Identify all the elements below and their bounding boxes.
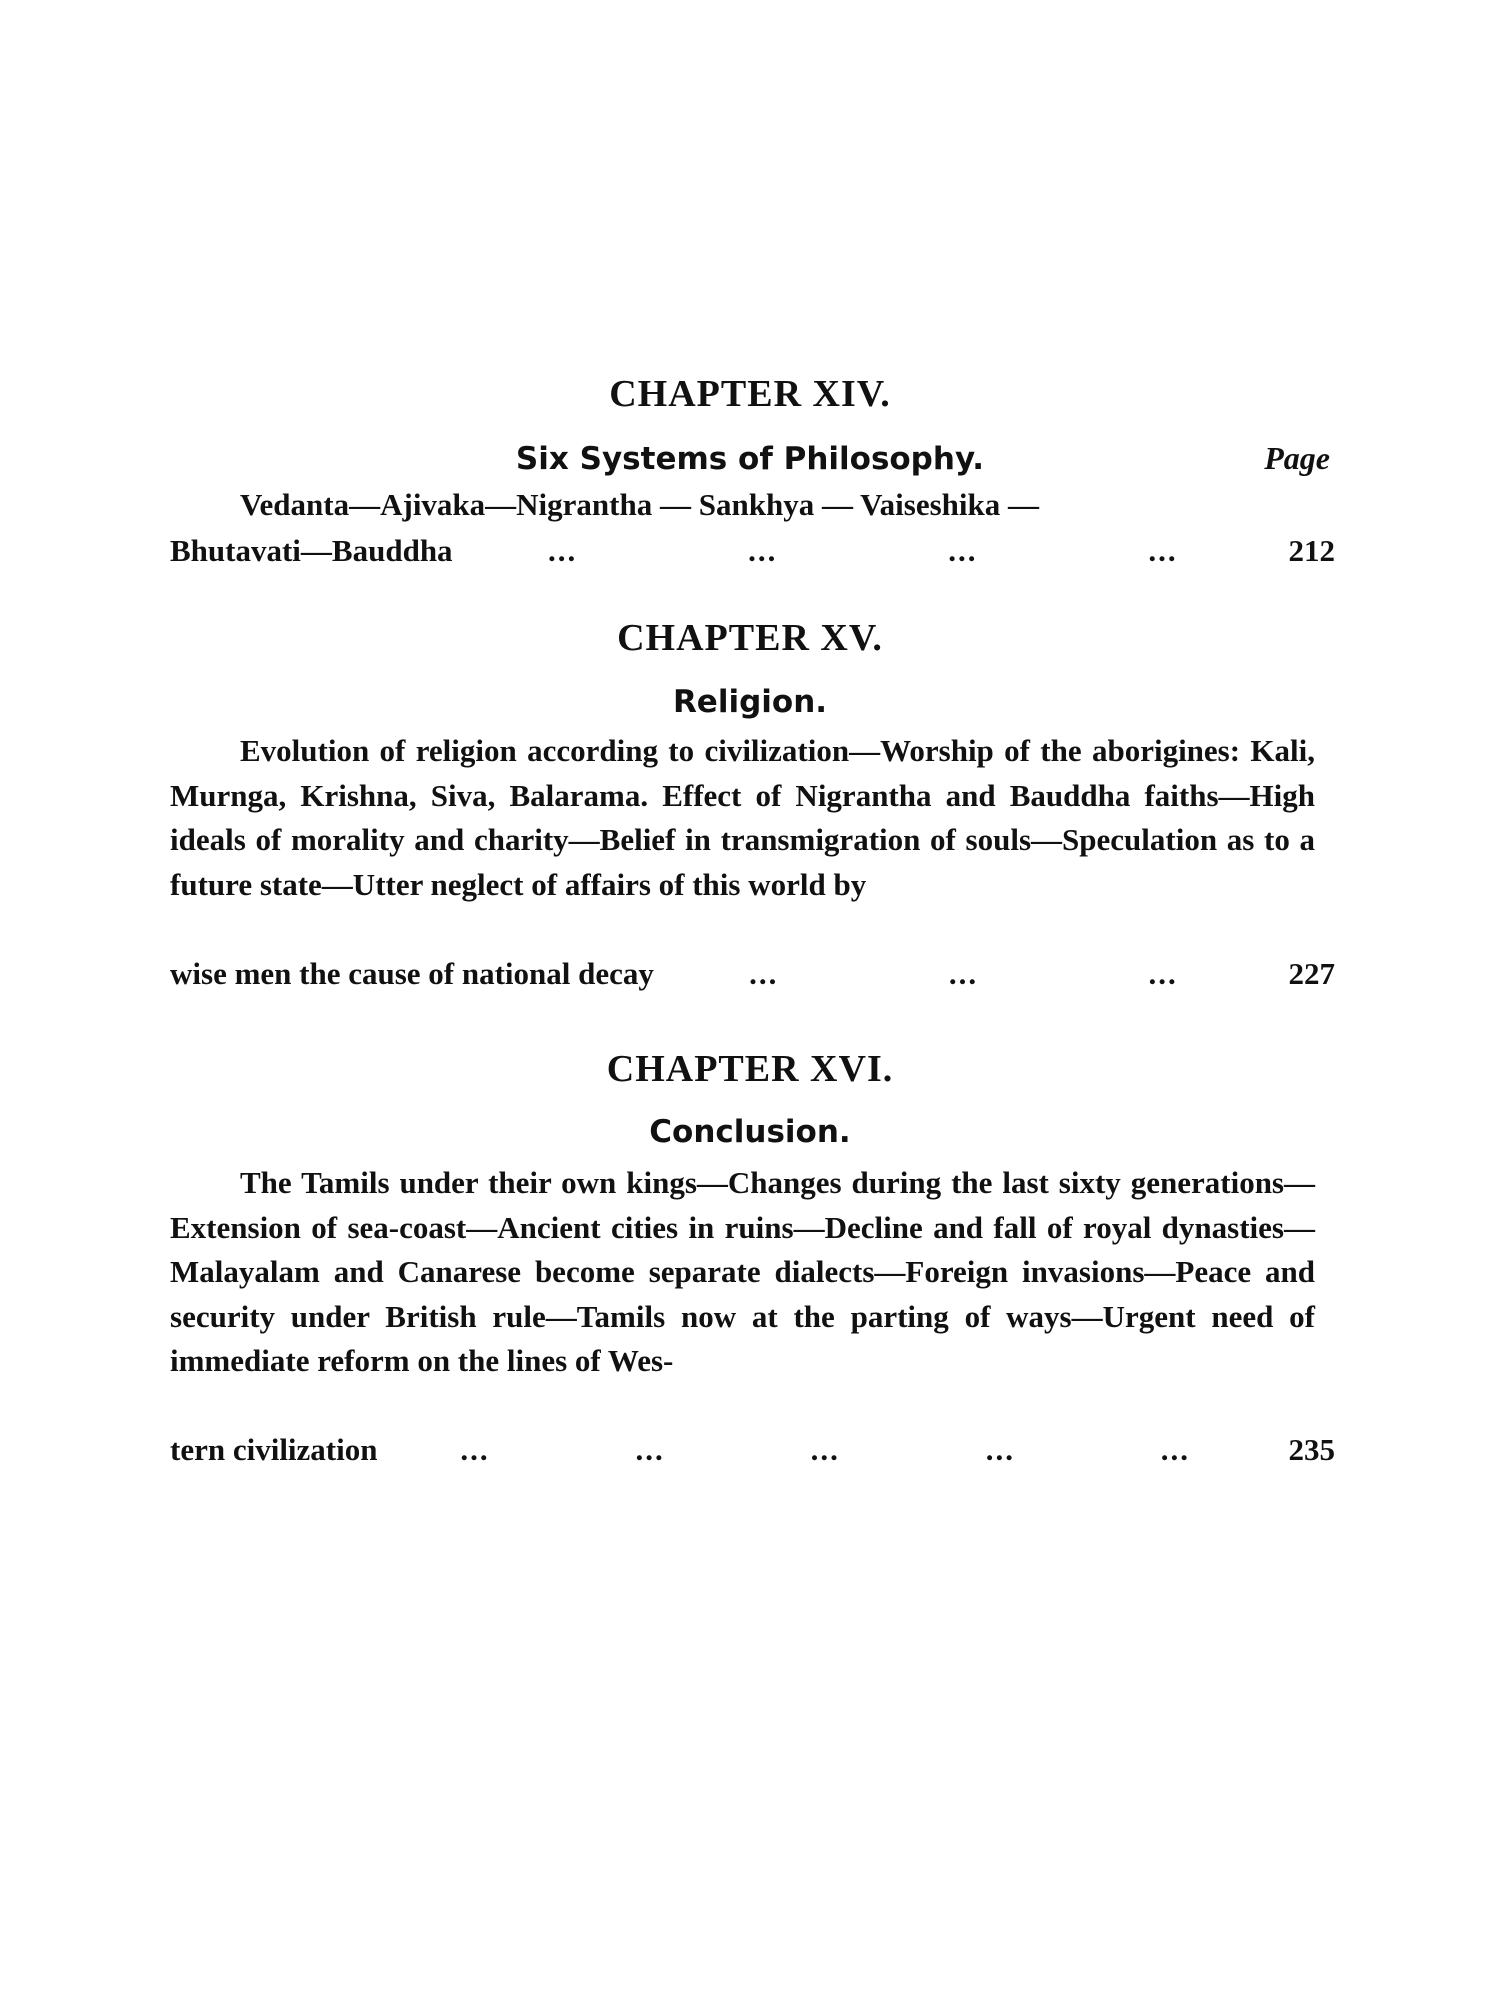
chapter-summary-tail: tern civilization — [170, 1432, 378, 1467]
chapter-summary: Vedanta—Ajivaka—Nigrantha — Sankhya — Vaiseshika — — [240, 487, 1040, 522]
leader-dot: ... — [1160, 1432, 1191, 1467]
leader-dot: ... — [635, 1432, 665, 1467]
chapter-heading: CHAPTER XVI. — [606, 1048, 894, 1090]
page-column-label: Page — [1264, 440, 1330, 476]
chapter-entry-line — [170, 952, 1335, 996]
chapter-summary-tail: wise men the cause of national decay — [170, 956, 654, 991]
leader-dots — [654, 952, 1273, 996]
leader-dots — [377, 1428, 1273, 1472]
leader-dot: ... — [948, 956, 979, 991]
chapter-heading: CHAPTER XIV. — [609, 373, 891, 415]
page-number: 227 — [1288, 956, 1335, 991]
chapter-entry-line — [170, 1428, 1335, 1472]
leader-dots — [453, 529, 1273, 573]
chapter-title: Six Systems of Philosophy. — [515, 441, 985, 477]
leader-dot: ... — [985, 1432, 1015, 1467]
leader-dot: ... — [460, 1432, 490, 1467]
leader-dot: ... — [948, 533, 978, 568]
chapter-heading: CHAPTER XV. — [617, 617, 883, 659]
chapter-summary-tail: Bhutavati—Bauddha — [170, 533, 453, 568]
chapter-title: Religion. — [672, 684, 828, 720]
leader-dot: ... — [547, 533, 578, 568]
chapter-title: Conclusion. — [649, 1114, 851, 1150]
leader-dot: ... — [810, 1432, 840, 1467]
chapter-entry-line — [170, 529, 1335, 573]
chapter-summary: The Tamils under their own kings—Changes during the last sixty generations—Extension of sea-coast—Ancient cities in ruins—Decline and fall of royal dynasties—Malayalam and Canarese become separate dialects—Foreign invasions—Peace and security under British rule—Tamils now at the parting of ways—Urgent need of immediate reform on the lines of Wes- — [170, 1165, 1315, 1378]
leader-dot: ... — [1148, 533, 1178, 568]
chapter-summary: Evolution of religion according to civilization—Worship of the aborigines: Kali, Murnga, Krishna, Siva, Balarama. Effect of Nigrantha and Bauddha faiths—High ideals of morality and charity—Belief in transmigration of souls—Speculation as to a future state—Utter neglect of affairs of this world by — [170, 733, 1315, 902]
leader-dot: ... — [1148, 956, 1178, 991]
page-number: 212 — [1288, 533, 1335, 568]
leader-dot: ... — [748, 533, 778, 568]
leader-dot: ... — [749, 956, 779, 991]
page-number: 235 — [1288, 1432, 1335, 1467]
